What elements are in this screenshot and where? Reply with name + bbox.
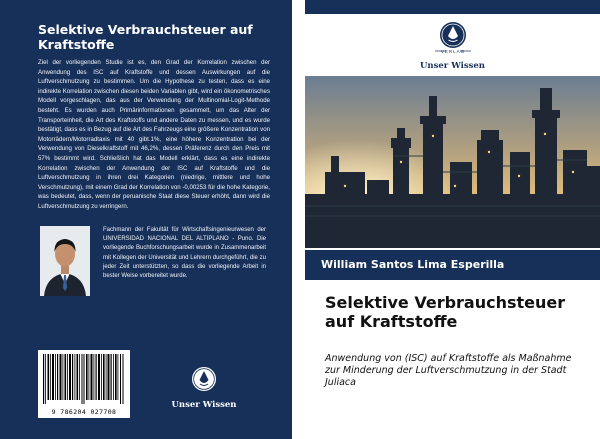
author-band [305,250,600,280]
isbn-number: 9 786204 027708 [51,408,117,416]
publisher-logo-back [164,366,244,410]
publisher-emblem-icon [431,20,475,54]
back-cover-blurb: Ziel der vorliegenden Studie ist es, den Grad der Korrelation zwischen der Anwendung des ISC auf Kraftstoffe und dessen Auswirkungen auf die Luftverschmutzung zu bestimmen. Um die Hypothese zu testen, dass es eine indirekte Korrelation zwischen diesen beiden Variablen gibt, wird ein ökonometrisches Modell vorgeschlagen, das aus der Verwendung der Multinomial-Logit-Methode besteht. Es wurden auch Primärinformationen gesammelt, um das Alter der Transporteinheit, die Art des Kraftstoffs und andere Daten zu messen, und es wurde bestätigt, dass es in Bezug auf die Art des Fahrzeugs eine größere Konzentration von Motorrädern/Motorradtaxis mit 40 gibt.1%, eine höhere Konzentration bei der Verwendung von Dieselkraftstoff mit 46,2%, dessen Präferenz durch den Preis mit 57% bestimmt wird. Schließlich hat das Modell erklärt, dass es eine indirekte Korrelation zwischen der Anwendung der ISC auf Kraftstoffe und die Luftverschmutzung in ihren drei Kategorien (niedrige, mittlere und hohe Verschmutzung), mit einem Grad der Korrelation von -0,00253 für die hohe Kategorie, was bedeutet, dass, wenn der peruanische Staat diese Steuer erhöht, dann wird die Luftverschmutzung zu verringern. [38,59,270,210]
author-bio: Fachmann der Fakultät für Wirtschaftsingenieurwesen der UNIVERSIDAD NACIONAL DEL ALTIPLANO - Puno. Die vorliegende Buchforschungsarbeit wurde in Zusammenarbeit mit Kollegen der Universität und Lehrern durchgeführt, die zu jeder Zeit unterstützten, so dass die vorliegende Arbeit in bester Weise vorbereitet wurde. [103,227,266,280]
author-portrait-icon [40,226,90,296]
front-cover [305,0,600,439]
back-cover-title: Selektive Verbrauchsteuer auf Kraftstoffe [38,22,253,52]
front-cover-title: Selektive Verbrauchsteuer auf Kraftstoffe [325,293,566,331]
publisher-logo-front [410,20,495,71]
back-cover [0,0,292,439]
publisher-tag: VERLAG [440,49,465,54]
publisher-emblem-icon [191,366,217,392]
refinery-cover-photo [305,76,600,248]
publisher-name-front: Unser Wissen [419,61,485,71]
book-spine [292,0,306,439]
isbn-barcode [38,350,130,418]
author-photo [40,226,90,296]
publisher-name-back: Unser Wissen [171,400,237,410]
barcode-icon [38,350,130,408]
front-cover-subtitle: Anwendung von (ISC) auf Kraftstoffe als Maßnahme zur Minderung der Luftverschmutzung in der Stadt Juliaca [325,353,572,388]
front-top-band [305,0,600,14]
refinery-image [305,76,600,248]
author-name: William Santos Lima Esperilla [321,258,505,271]
